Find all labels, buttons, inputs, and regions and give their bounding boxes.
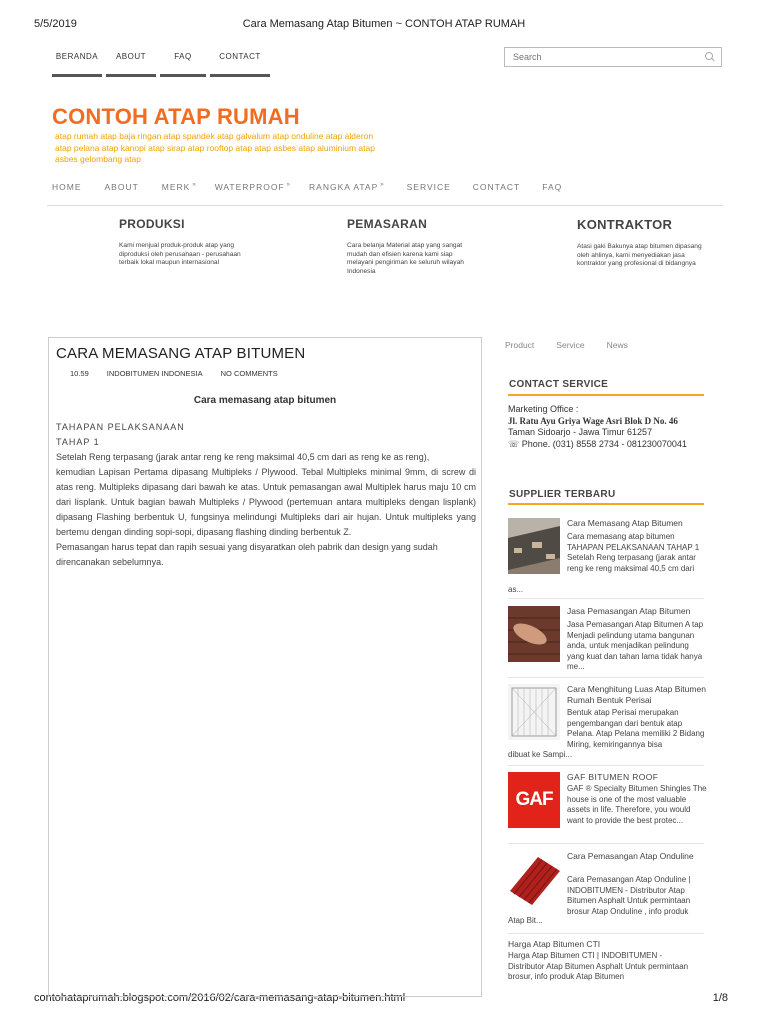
- print-date: 5/5/2019: [34, 18, 77, 30]
- feature-pemasaran: [347, 217, 477, 276]
- supplier-item-more: as...: [508, 585, 524, 594]
- search-box: [504, 47, 722, 67]
- post-paragraph: direncanakan sebelumnya.: [56, 557, 164, 567]
- search-input[interactable]: [511, 51, 695, 63]
- tab-news[interactable]: News: [606, 340, 628, 350]
- step-label: TAHAP 1: [56, 437, 100, 447]
- supplier-item-title[interactable]: Cara Menghitung Luas Atap Bitumen Rumah Bentuk Perisai: [567, 684, 706, 705]
- contact-office: Marketing Office :: [508, 404, 579, 414]
- contact-phone: ☏ Phone. (031) 8558 2734 - 081230070041: [508, 438, 687, 449]
- chevron-right-icon: »: [380, 182, 385, 189]
- supplier-item-more: Atap Bit...: [508, 916, 543, 925]
- main-nav-merk-label: MERK: [161, 182, 191, 192]
- feature-text: Cara belanja Material atap yang sangat mudah dan efisien karena kami siap melayani pengiriman ke seluruh wilayah Indonesia: [347, 242, 464, 275]
- post-meta: [70, 369, 296, 378]
- top-nav-faq[interactable]: FAQ: [160, 52, 206, 77]
- contact-info: [508, 404, 687, 450]
- supplier-item-text: Bentuk atap Perisai merupakan pengembangan dari bentuk atap Pelana. Atap Pelana memiliki 2 Bidang Miring, kemiringannya bisa: [567, 708, 705, 749]
- feature-title: PEMASARAN: [347, 217, 428, 231]
- post-paragraph: Pemasangan harus tepat dan rapih sesuai yang disyaratkan oleh pabrik dan design yang sudah: [56, 542, 438, 552]
- supplier-item[interactable]: [508, 851, 706, 927]
- post-paragraph: kemudian Lapisan Pertama dipasang Multipleks / Plywood. Tebal Multipleks minimal 9mm, di screw di atas reng. Multipleks dipasang dari bawah ke atas. Untuk pemasangan awal Multiplek harus maju 10 cm dari lisplank. Untuk bagian bawah Multipleks / Plywood (pertemuan antara multipleks dengan lisplank) dipasang Flashing berbentuk U, fungsinya melindungi Multipleks dari air hujan. Untuk multipleks yang bertemu dengan dinding sopi-sopi, dipasang flashing dinding berbentuk Z.: [56, 467, 476, 537]
- divider: [508, 933, 704, 934]
- feature-produksi: [119, 217, 259, 268]
- main-nav-home[interactable]: HOME: [52, 182, 82, 192]
- corrugated-sheet-thumbnail: [508, 851, 560, 907]
- main-nav-faq[interactable]: FAQ: [542, 182, 563, 192]
- top-nav: [52, 52, 270, 77]
- site-description: atap rumah atap baja ringan atap spandek atap galvalum atap onduline atap alderon atap pelana atap kanopi atap sirap atap rooftop atap atap asbes atap aluminium atap asbes gelombang atap: [55, 131, 375, 164]
- nav-divider: [47, 205, 723, 206]
- print-page-number: 1/8: [712, 992, 728, 1004]
- supplier-item[interactable]: [508, 606, 706, 674]
- tab-product[interactable]: Product: [505, 340, 535, 350]
- chevron-right-icon: »: [286, 182, 292, 189]
- supplier-item-title[interactable]: Cara Memasang Atap Bitumen: [567, 518, 683, 528]
- roof-plan-drawing-thumbnail: [508, 684, 560, 740]
- contact-service-heading: CONTACT SERVICE: [509, 379, 609, 390]
- main-nav-waterproof-label: WATERPROOF: [214, 182, 285, 192]
- heading-underline: [508, 503, 704, 505]
- contact-address: Jl. Ratu Ayu Griya Wage Asri Blok D No. 46: [508, 415, 678, 426]
- supplier-item-text: Cara memasang atap bitumen TAHAPAN PELAKSANAAN TAHAP 1 Setelah Reng terpasang (jarak antar reng ke reng maksimal 40,5 cm dari: [567, 532, 700, 573]
- supplier-item[interactable]: [508, 684, 706, 764]
- supplier-item-title[interactable]: Cara Pemasangan Atap Onduline: [567, 851, 694, 861]
- sidebar-tabs: [505, 340, 650, 350]
- roof-shingle-thumbnail: [508, 606, 560, 662]
- print-url: contohataprumah.blogspot.com/2016/02/cara-memasang-atap-bitumen.html: [34, 992, 406, 1004]
- supplier-item[interactable]: [508, 939, 706, 985]
- site-title[interactable]: CONTOH ATAP RUMAH: [52, 104, 300, 129]
- divider: [508, 843, 704, 844]
- supplier-item-text: Jasa Pemasangan Atap Bitumen A tap Menjadi pelindung utama bangunan anda, untuk menjadikan pelindung yang kuat dan tahan lama tidak hanya me...: [567, 620, 704, 671]
- tab-service[interactable]: Service: [556, 340, 585, 350]
- supplier-item-text: GAF ® Specialty Bitumen Shingles The house is one of the most valuable assets in life. Therefore, you would want to provide the best protec...: [567, 784, 707, 825]
- main-nav-rangka-atap-label: RANGKA ATAP: [309, 182, 379, 192]
- supplier-heading: SUPPLIER TERBARU: [509, 489, 616, 500]
- search-icon[interactable]: [705, 52, 715, 62]
- top-nav-contact[interactable]: CONTACT: [210, 52, 270, 77]
- top-nav-about[interactable]: ABOUT: [106, 52, 156, 77]
- print-title: Cara Memasang Atap Bitumen ~ CONTOH ATAP RUMAH: [242, 18, 526, 30]
- post-body: [56, 420, 476, 570]
- post-author[interactable]: INDOBITUMEN INDONESIA: [106, 369, 203, 378]
- post-subtitle: Cara memasang atap bitumen: [193, 395, 337, 406]
- main-nav-contact[interactable]: CONTACT: [472, 182, 521, 192]
- supplier-item-title[interactable]: Jasa Pemasangan Atap Bitumen: [567, 606, 691, 616]
- top-nav-beranda[interactable]: BERANDA: [52, 52, 102, 77]
- supplier-item-title[interactable]: Harga Atap Bitumen CTI: [508, 939, 601, 949]
- main-nav-merk[interactable]: [162, 182, 197, 192]
- supplier-item-text: Cara Pemasangan Atap Onduline | INDOBITUMEN - Distributor Atap Bitumen Asphalt Untuk permintaan brosur Atap Onduline , info produk: [567, 875, 691, 916]
- divider: [508, 677, 704, 678]
- post-title[interactable]: CARA MEMASANG ATAP BITUMEN: [56, 345, 306, 362]
- roof-photo-thumbnail: [508, 518, 560, 574]
- chevron-right-icon: »: [192, 182, 197, 189]
- feature-title: PRODUKSI: [119, 217, 185, 231]
- feature-text: Kami menjual produk-produk atap yang diproduksi oleh perusahaan - perusahaan terbaik lokal maupun internasional: [119, 242, 241, 266]
- supplier-item-text: Harga Atap Bitumen CTI | INDOBITUMEN - Distributor Atap Bitumen Asphalt Untuk permintaan brosur, info produk Atap Bitumen: [508, 951, 689, 981]
- supplier-item[interactable]: [508, 518, 706, 596]
- supplier-item[interactable]: [508, 772, 706, 842]
- feature-kontraktor: [577, 217, 707, 269]
- contact-city: Taman Sidoarjo - Jawa Timur 61257: [508, 427, 653, 437]
- post-comments[interactable]: NO COMMENTS: [220, 369, 278, 378]
- stage-label: TAHAPAN PELAKSANAAN: [56, 422, 185, 432]
- divider: [508, 765, 704, 766]
- heading-underline: [508, 394, 704, 396]
- supplier-item-more: dibuat ke Sampi...: [508, 750, 573, 759]
- main-nav-waterproof[interactable]: [215, 182, 291, 192]
- divider: [508, 598, 704, 599]
- main-nav-about[interactable]: ABOUT: [104, 182, 139, 192]
- post-paragraph: Setelah Reng terpasang (jarak antar reng ke reng maksimal 40,5 cm dari as reng ke as reng),: [56, 452, 430, 462]
- main-nav-rangka-atap[interactable]: [309, 182, 385, 192]
- feature-text: Atasi gaki Bakunya atap bitumen dipasang oleh ahlinya, kami menyediakan jasa kontraktor yang profesional di bidangnya: [577, 243, 702, 267]
- gaf-logo: GAF: [508, 772, 560, 828]
- feature-title: KONTRAKTOR: [577, 217, 673, 232]
- post-time[interactable]: 10.59: [70, 369, 89, 378]
- main-nav-service[interactable]: SERVICE: [406, 182, 451, 192]
- supplier-item-title[interactable]: GAF BITUMEN ROOF: [567, 772, 659, 782]
- main-nav: [52, 182, 562, 192]
